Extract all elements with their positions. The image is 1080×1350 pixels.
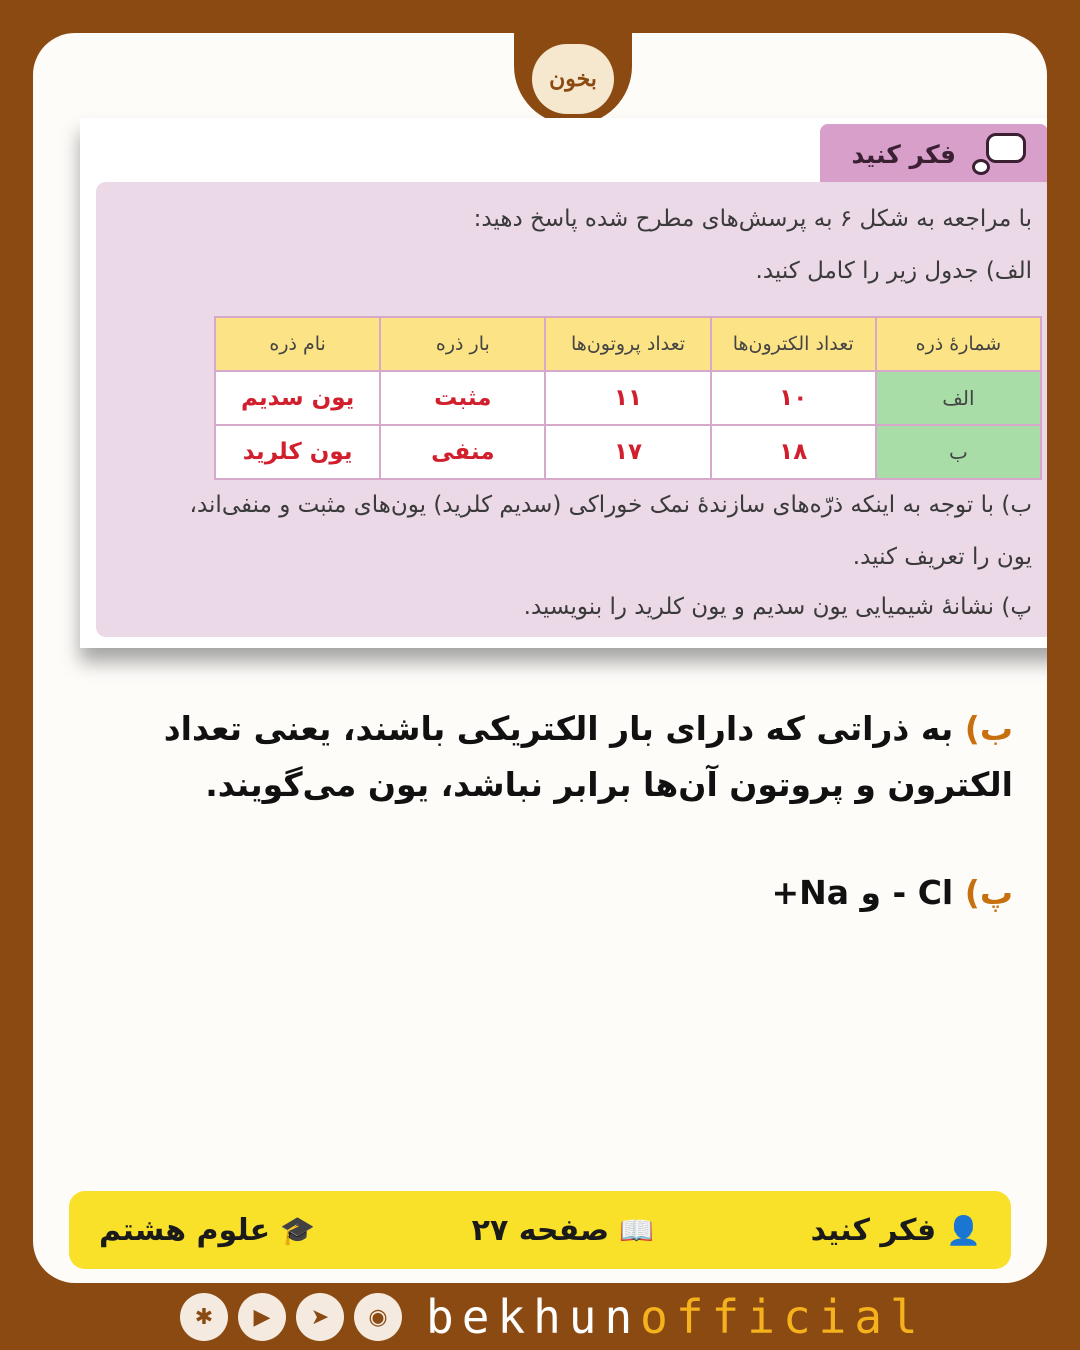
answer-b	[103, 701, 1013, 813]
table-header: تعداد الکترون‌ها	[711, 317, 876, 371]
ion-table	[214, 316, 1042, 480]
table-cell: الف	[876, 371, 1041, 425]
answer-c-key: پ)	[964, 873, 1013, 912]
graduation-cap-icon: 🎓	[280, 1213, 315, 1247]
footer-bar	[69, 1191, 1011, 1269]
content-card	[33, 33, 1047, 1283]
film-reel-icon[interactable]: ✱	[180, 1293, 228, 1341]
table-cell: ۱۸	[711, 425, 876, 479]
answer-section	[103, 701, 1013, 912]
footer-page-label: صفحه ۲۷	[471, 1212, 610, 1248]
table-header: تعداد پروتون‌ها	[545, 317, 710, 371]
footer-page	[472, 1213, 654, 1248]
footer-book-label: علوم هشتم	[99, 1212, 271, 1248]
answer-c	[103, 873, 1013, 912]
footer-topic	[811, 1213, 981, 1248]
table-cell: یون کلرید	[215, 425, 380, 479]
instagram-icon[interactable]: ◉	[354, 1293, 402, 1341]
table-header-row	[215, 317, 1041, 371]
exercise-part-a: الف) جدول زیر را کامل کنید.	[755, 258, 1032, 284]
think-tab	[820, 124, 1047, 184]
answer-c-text: +Na و - Cl	[771, 873, 954, 912]
brand-logo-text: بخون	[532, 44, 614, 114]
table-cell: ۱۷	[545, 425, 710, 479]
thought-bubble-icon	[968, 133, 1026, 175]
textbook-excerpt	[80, 118, 1047, 648]
exercise-part-c: پ) نشانهٔ شیمیایی یون سدیم و یون کلرید را بنویسید.	[523, 594, 1032, 620]
exercise-part-b-line1: ب) با توجه به اینکه ذرّه‌های سازندهٔ نمک خوراکی (سدیم کلرید) یون‌های مثبت و منفی‌اند،	[189, 492, 1032, 518]
think-tab-label: فکر کنید	[851, 139, 956, 169]
table-cell: یون سدیم	[215, 371, 380, 425]
table-cell: ۱۱	[545, 371, 710, 425]
table-header: نام ذره	[215, 317, 380, 371]
teacher-icon: 👤	[946, 1213, 981, 1247]
social-strip	[180, 1288, 926, 1346]
answer-b-text: به ذراتی که دارای بار الکتریکی باشند، یعنی تعداد الکترون و پروتون آن‌ها برابر نباشد، یون می‌گویند.	[163, 709, 1013, 804]
table-cell: مثبت	[380, 371, 545, 425]
youtube-icon[interactable]: ▶	[238, 1293, 286, 1341]
answer-b-key: ب)	[964, 709, 1013, 748]
table-cell: ب	[876, 425, 1041, 479]
exercise-part-b-line2: یون را تعریف کنید.	[852, 544, 1032, 570]
open-book-icon: 📖	[619, 1213, 654, 1247]
brand-handle-part1: bekhun	[426, 1290, 641, 1344]
exercise-intro: با مراجعه به شکل ۶ به پرسش‌های مطرح شده پاسخ دهید:	[473, 206, 1032, 232]
table-header: شمارهٔ ذره	[876, 317, 1041, 371]
footer-topic-label: فکر کنید	[810, 1212, 937, 1248]
exercise-panel	[96, 182, 1047, 637]
table-cell: ۱۰	[711, 371, 876, 425]
brand-handle[interactable]	[426, 1290, 926, 1344]
table-header: بار ذره	[380, 317, 545, 371]
table-row	[215, 371, 1041, 425]
table-cell: منفی	[380, 425, 545, 479]
table-row	[215, 425, 1041, 479]
footer-book	[99, 1213, 315, 1248]
brand-handle-part2: official	[640, 1290, 926, 1344]
telegram-icon[interactable]: ➤	[296, 1293, 344, 1341]
brand-logo	[514, 33, 632, 125]
